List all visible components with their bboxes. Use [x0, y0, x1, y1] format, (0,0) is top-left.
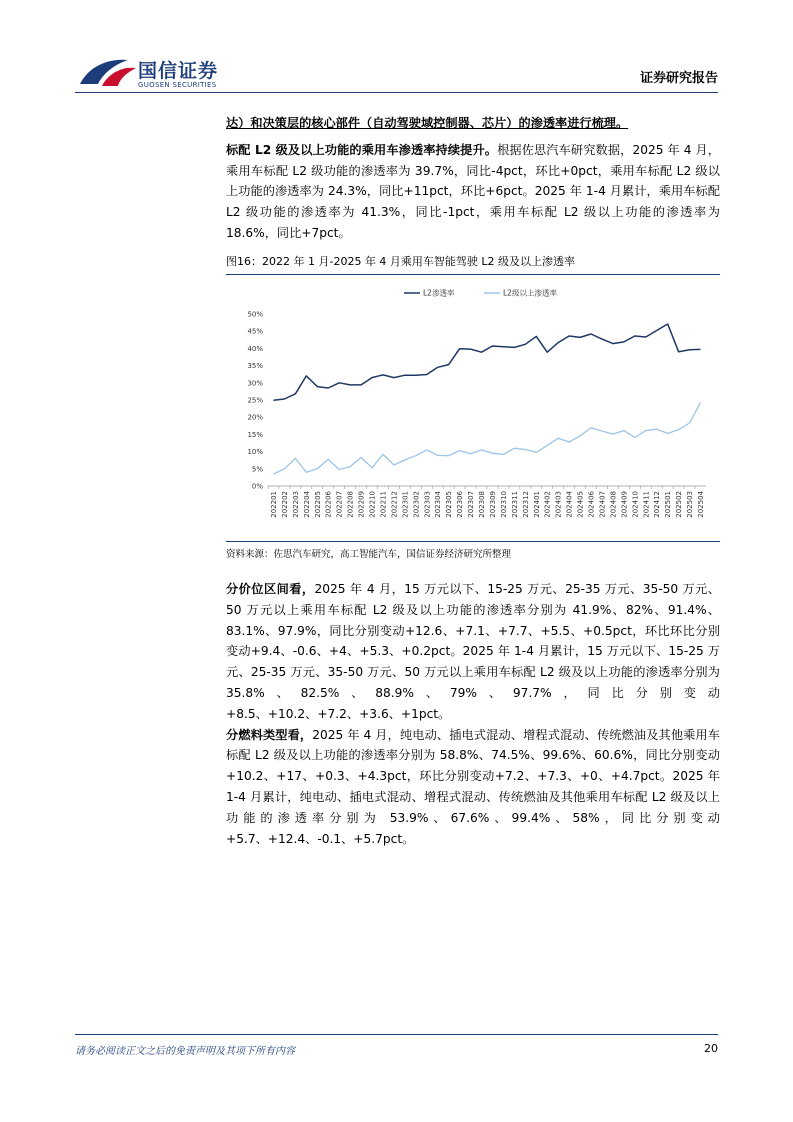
x-tick-label: 202306	[456, 491, 465, 518]
x-tick-label: 202501	[664, 491, 673, 518]
y-tick-label: 35%	[247, 362, 263, 371]
intro-paragraph	[226, 113, 720, 134]
paragraph-heading: 分价位区间看，	[226, 582, 315, 596]
paragraph-heading: 标配 L2 级及以上功能的乘用车渗透率持续提升。	[226, 142, 498, 157]
x-tick-label: 202410	[631, 491, 640, 518]
paragraph-text: 2025 年 4 月，15 万元以下、15-25 万元、25-35 万元、35-50 万元、50 万元以上乘用车标配 L2 级及以上功能的渗透率分别为 41.9%、82%、91.4%、83.1%、97.9%，同比分别变动+12.6、+7.1、+7.7、+5.5、+0.5pct，环比环比分别变动+9.4、-0.6、+4、+5.3、+0.2pct。2025 年 1-4 月累计，15 万元以下、15-25 万元、25-35 万元、35-50 万元、50 万元以上乘用车标配 L2 级及以上功能的渗透率分别为 35.8%、82.5%、88.9%、79%、97.7%，同比分别变动+8.5、+10.2、+7.2、+3.6、+1pct。	[226, 582, 720, 721]
bottom-content	[226, 579, 720, 849]
x-tick-label: 202412	[653, 491, 662, 518]
y-axis	[247, 311, 263, 491]
footer-disclaimer: 请务必阅读正文之后的免责声明及其项下所有内容	[75, 1046, 295, 1057]
x-axis	[268, 486, 706, 518]
x-tick-label: 202212	[390, 491, 399, 518]
y-tick-label: 45%	[247, 327, 263, 336]
y-tick-label: 40%	[247, 344, 263, 353]
x-tick-label: 202301	[401, 491, 410, 518]
x-tick-label: 202401	[532, 491, 541, 518]
y-tick-label: 10%	[247, 448, 263, 457]
x-tick-label: 202409	[620, 491, 629, 518]
legend-label: L2渗透率	[423, 288, 455, 298]
paragraph-price-range	[226, 579, 720, 725]
x-tick-label: 202406	[587, 491, 596, 518]
intro-text: 达）和决策层的核心部件（自动驾驶域控制器、芯片）的渗透率进行梳理。	[226, 116, 629, 130]
legend-label: L2级以上渗透率	[503, 288, 557, 298]
x-tick-label: 202305	[445, 491, 454, 518]
x-tick-label: 202504	[697, 491, 706, 518]
header-divider	[75, 92, 718, 93]
paragraph-heading: 分燃料类型看，	[226, 727, 313, 742]
x-tick-label: 202209	[357, 491, 366, 518]
x-tick-label: 202310	[499, 491, 508, 518]
x-tick-label: 202411	[642, 491, 651, 518]
page-header	[0, 0, 793, 100]
x-tick-label: 202311	[510, 491, 519, 518]
x-tick-label: 202307	[467, 491, 476, 518]
x-tick-label: 202403	[554, 491, 563, 518]
logo-chinese-name: 国信证券	[138, 60, 219, 82]
x-tick-label: 202309	[488, 491, 497, 518]
series-line-1	[274, 324, 701, 400]
source-divider	[226, 541, 720, 542]
figure-source: 资料来源：佐思汽车研究，高工智能汽车，国信证券经济研究所整理	[226, 549, 512, 560]
y-tick-label: 15%	[247, 430, 263, 439]
chart-legend	[404, 288, 557, 298]
x-tick-label: 202208	[346, 491, 355, 518]
y-tick-label: 25%	[247, 396, 263, 405]
y-tick-label: 50%	[247, 310, 263, 319]
x-tick-label: 202201	[269, 491, 278, 518]
x-tick-label: 202203	[291, 491, 300, 518]
x-tick-label: 202210	[368, 491, 377, 518]
x-tick-label: 202404	[565, 491, 574, 518]
y-tick-label: 5%	[251, 465, 263, 474]
x-tick-label: 202405	[576, 491, 585, 518]
x-tick-label: 202205	[313, 491, 322, 518]
paragraph-text: 根据佐思汽车研究数据，2025 年 4 月，乘用车标配 L2 级功能的渗透率为 39.7%，同比-4pct，环比+0pct，乘用车标配 L2 级以上功能的渗透率为 24.3%，同比+11pct，环比+6pct。2025 年 1-4 月累计，乘用车标配 L2 级功能的渗透率为 41.3%，同比-1pct，乘用车标配 L2 级以上功能的渗透率为 18.6%，同比+7pct。	[226, 142, 720, 240]
y-tick-label: 0%	[251, 482, 263, 491]
paragraph-fuel-type	[226, 725, 720, 850]
x-tick-label: 202202	[280, 491, 289, 518]
x-tick-label: 202204	[302, 491, 311, 518]
x-tick-label: 202408	[609, 491, 618, 518]
logo-english-name: GUOSEN SECURITIES	[138, 81, 217, 89]
x-tick-label: 202302	[412, 491, 421, 518]
x-tick-label: 202312	[521, 491, 530, 518]
x-tick-label: 202502	[675, 491, 684, 518]
y-tick-label: 20%	[247, 413, 263, 422]
report-type-label: 证券研究报告	[639, 71, 718, 86]
figure-title: 图16：2022 年 1 月-2025 年 4 月乘用车智能驾驶 L2 级及以上渗透率	[226, 254, 720, 275]
x-tick-label: 202303	[423, 491, 432, 518]
paragraph-text: 2025 年 4 月，纯电动、插电式混动、增程式混动、传统燃油及其他乘用车标配 L2 级及以上功能的渗透率分别为 58.8%、74.5%、99.6%、60.6%，同比分别变动+10.2、+17、+0.3、+4.3pct，环比分别变动+7.2、+7.3、+0、+4.7pct。2025 年 1-4 月累计，纯电动、插电式混动、增程式混动、传统燃油及其他乘用车标配 L2 级及以上功能的渗透率分别为 53.9%、67.6%、99.4%、58%，同比分别变动+5.7、+12.4、-0.1、+5.7pct。	[226, 727, 720, 846]
x-tick-label: 202308	[478, 491, 487, 518]
x-tick-label: 202503	[686, 491, 695, 518]
paragraph-l2-penetration	[226, 140, 720, 244]
chart-series	[274, 324, 701, 474]
page-number: 20	[704, 1042, 718, 1055]
x-tick-label: 202207	[335, 491, 344, 518]
y-tick-label: 30%	[247, 379, 263, 388]
x-tick-label: 202304	[434, 491, 443, 518]
footer-divider	[75, 1034, 718, 1035]
x-tick-label: 202407	[598, 491, 607, 518]
x-tick-label: 202206	[324, 491, 333, 518]
series-line-2	[274, 402, 701, 474]
x-tick-label: 202211	[379, 491, 388, 518]
penetration-line-chart	[226, 276, 720, 538]
x-tick-label: 202402	[543, 491, 552, 518]
top-content	[226, 113, 720, 244]
